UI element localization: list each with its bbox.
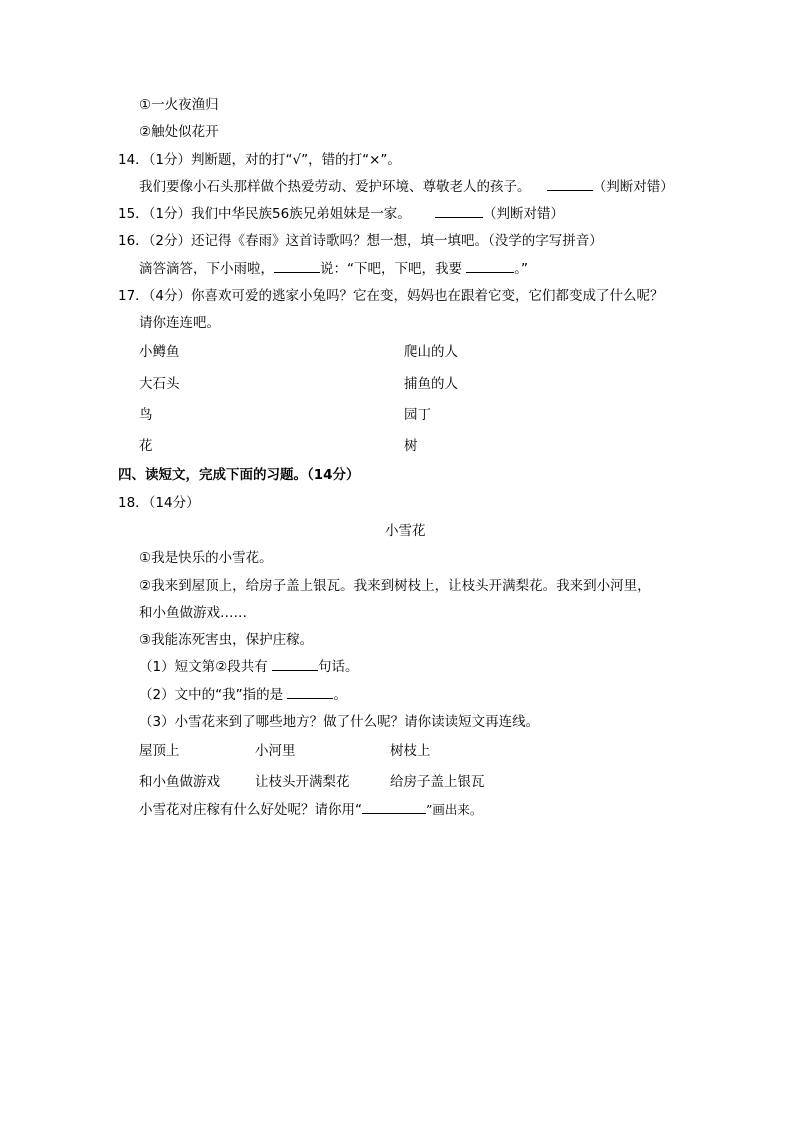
- q14-answer-line: [139, 178, 674, 196]
- final-underline-sample: [362, 801, 426, 814]
- q17-stem-2: 请你连连吧。: [139, 315, 220, 331]
- action-item[interactable]: 让枝头开满梨花: [255, 774, 350, 790]
- q17-right-item[interactable]: 园丁: [404, 407, 431, 423]
- sub-question-1: [139, 658, 359, 676]
- q15-tail: （判断对错）: [483, 206, 564, 222]
- action-item[interactable]: 给房子盖上银瓦: [390, 774, 485, 790]
- final-text-b: ”画出来。: [426, 802, 483, 817]
- q15-line: [118, 205, 564, 223]
- q17-left-item[interactable]: 小鳟鱼: [139, 344, 180, 360]
- q17-stem: 17．（4分）你喜欢可爱的逃家小兔吗？它在变，妈妈也在跟着它变，它们都变成了什么呢？: [118, 288, 664, 304]
- sub2-text-a: （2）文中的“我”指的是: [139, 687, 284, 703]
- sub2-blank[interactable]: [287, 686, 333, 699]
- q16-line-c: 。”: [514, 261, 529, 277]
- sub1-text-b: 句话。: [318, 659, 359, 675]
- sub1-text-a: （1）短文第②段共有: [139, 659, 268, 675]
- q17-right-item[interactable]: 爬山的人: [404, 344, 458, 360]
- final-instruction: [139, 801, 482, 819]
- q18-label: 18．（14分）: [118, 495, 200, 511]
- q17-right-item[interactable]: 树: [404, 438, 418, 454]
- q16-stem: 16．（2分）还记得《春雨》这首诗歌吗？想一想，填一填吧。（没学的字写拼音）: [118, 233, 603, 249]
- sub-question-2: [139, 686, 347, 704]
- q14-answer-blank[interactable]: [547, 178, 593, 191]
- q17-left-item[interactable]: 大石头: [139, 376, 180, 392]
- place-item[interactable]: 树枝上: [390, 743, 431, 759]
- q17-left-item[interactable]: 花: [139, 438, 153, 454]
- q15-answer-blank[interactable]: [435, 205, 483, 218]
- passage-paragraph-1: ①我是快乐的小雪花。: [139, 550, 273, 566]
- passage-paragraph-3: ③我能冻死害虫，保护庄稼。: [139, 632, 314, 648]
- section-heading: 四、读短文，完成下面的习题。（14分）: [118, 467, 360, 483]
- passage-paragraph-2-cont: 和小鱼做游戏……: [139, 605, 247, 621]
- q14-tail: （判断对错）: [592, 179, 674, 195]
- q16-fill-line: [139, 260, 528, 278]
- place-item[interactable]: 小河里: [255, 743, 296, 759]
- sub-question-3: （3）小雪花来到了哪些地方？做了什么呢？请你读读短文再连线。: [139, 714, 540, 730]
- passage-paragraph-2: ②我来到屋顶上，给房子盖上银瓦。我来到树枝上，让枝头开满梨花。我来到小河里，: [139, 578, 651, 594]
- q17-right-item[interactable]: 捕鱼的人: [404, 376, 458, 392]
- q16-line-a: 滴答滴答，下小雨啦，: [139, 261, 274, 277]
- q14-sentence: 我们要像小石头那样做个热爱劳动、爱护环境、尊敬老人的孩子。: [139, 179, 531, 195]
- place-item[interactable]: 屋顶上: [139, 743, 180, 759]
- sub1-blank[interactable]: [272, 658, 318, 671]
- q15-stem: 15．（1分）我们中华民族56族兄弟姐妹是一家。: [118, 206, 411, 222]
- passage-title: 小雪花: [385, 523, 426, 539]
- q13-item-1: ①一火夜渔归: [139, 97, 219, 113]
- q16-blank-1[interactable]: [274, 260, 320, 273]
- action-item[interactable]: 和小鱼做游戏: [139, 774, 220, 790]
- q16-line-b: 说：“下吧，下吧，我要: [320, 261, 462, 277]
- q13-item-2: ②触处似花开: [139, 124, 219, 140]
- final-text-a: 小雪花对庄稼有什么好处呢？请你用“: [139, 802, 362, 818]
- sub2-text-b: 。: [333, 687, 347, 703]
- q16-blank-2[interactable]: [466, 260, 514, 273]
- q17-left-item[interactable]: 鸟: [139, 407, 153, 423]
- q14-stem: 14．（1分）判断题，对的打“√”，错的打“×”。: [118, 152, 401, 168]
